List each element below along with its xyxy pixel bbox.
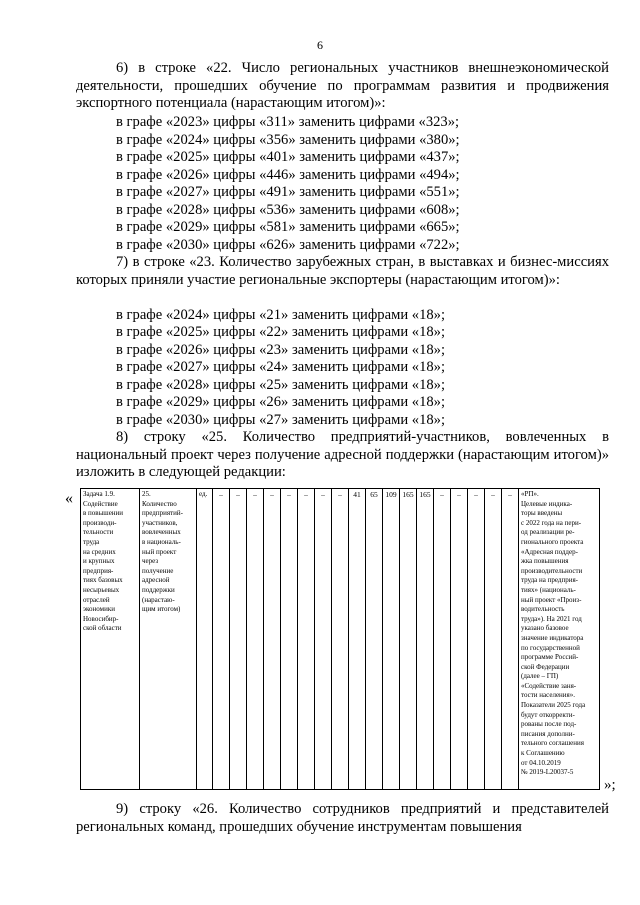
list-item: в графе «2026» цифры «23» заменить цифрами «18»; <box>116 342 446 358</box>
list-item: в графе «2023» цифры «311» заменить цифрами «323»; <box>116 114 460 130</box>
list-item: в графе «2024» цифры «21» заменить цифрами «18»; <box>116 307 446 323</box>
list-item: в графе «2028» цифры «536» заменить цифрами «608»; <box>116 202 460 218</box>
value-cell: 65 <box>366 489 383 790</box>
value-cell: – <box>264 489 281 790</box>
list-item: в графе «2024» цифры «356» заменить цифрами «380»; <box>116 132 460 148</box>
value-cell: – <box>434 489 451 790</box>
value-cell: – <box>451 489 468 790</box>
list-item: в графе «2025» цифры «22» заменить цифрами «18»; <box>116 324 446 340</box>
task-cell: Задача 1.9. Содействие в повышении производи- тельности труда на средних и крупных предприя- тиях базовых несырьевых отраслей экономики Новосибир- ской области <box>81 489 140 790</box>
paragraph-9: 9) строку «26. Количество сотрудников предприятий и представителей региональных команд, прошедших обучение инструментам повышения <box>76 801 609 835</box>
value-cell: – <box>315 489 332 790</box>
value-cell: 165 <box>400 489 417 790</box>
list-item: в графе «2027» цифры «491» заменить цифрами «551»; <box>116 184 460 200</box>
value-cell: – <box>247 489 264 790</box>
page-number: 6 <box>317 38 323 52</box>
value-cell: – <box>213 489 230 790</box>
closing-quote: »; <box>604 777 616 793</box>
paragraph-8: 8) строку «25. Количество предприятий-участников, вовлеченных в национальный проект через получение адресной поддержки (нарастающим итогом)» изложить в следующей редакции: <box>76 429 609 480</box>
list-item: в графе «2030» цифры «27» заменить цифрами «18»; <box>116 412 446 428</box>
list-item: в графе «2026» цифры «446» заменить цифрами «494»; <box>116 167 460 183</box>
value-cell: – <box>485 489 502 790</box>
list-item: в графе «2028» цифры «25» заменить цифрами «18»; <box>116 377 446 393</box>
list-item: в графе «2025» цифры «401» заменить цифрами «437»; <box>116 149 460 165</box>
value-cell: 109 <box>383 489 400 790</box>
paragraph-6: 6) в строке «22. Число региональных участников внешнеэкономической деятельности, прошедших обучение по программам развития и продвижения экспортного потенциала (нарастающим итогом)»: <box>76 60 609 111</box>
list-item: в графе «2029» цифры «26» заменить цифрами «18»; <box>116 394 446 410</box>
value-cell: – <box>502 489 519 790</box>
value-cell: 165 <box>417 489 434 790</box>
indicator-table <box>80 488 600 790</box>
value-cell: – <box>468 489 485 790</box>
indicator-cell: 25. Количество предприятий- участников, вовлеченных в националь- ный проект через получение адресной поддержки (нарастаю- щим итогом) <box>140 489 197 790</box>
list-item: в графе «2027» цифры «24» заменить цифрами «18»; <box>116 359 446 375</box>
table-row <box>81 489 600 790</box>
paragraph-7: 7) в строке «23. Количество зарубежных стран, в выставках и бизнес-миссиях которых приняли участие региональные экспортеры (нарастающим итогом)»: <box>76 254 609 288</box>
opening-quote: « <box>65 490 73 507</box>
value-cell: – <box>230 489 247 790</box>
value-cell: – <box>281 489 298 790</box>
list-item: в графе «2030» цифры «626» заменить цифрами «722»; <box>116 237 460 253</box>
value-cell: – <box>298 489 315 790</box>
list-item: в графе «2029» цифры «581» заменить цифрами «665»; <box>116 219 460 235</box>
value-cell: – <box>332 489 349 790</box>
value-cell: 41 <box>349 489 366 790</box>
unit-cell: ед. <box>197 489 213 790</box>
note-cell: «РП». Целевые индика- торы введены с 2022 года на пери- од реализации ре- гионального проекта «Адресная поддер- жка повышения производительности труда на предприя- тиях» (националь- ный проект «Произ- водительность труда»). На 2021 год указано базовое значение индикатора по государственной программе Россий- ской Федерации (далее – ГП) «Содействие заня- тости населения». Показатели 2025 года будут откорректи- рованы после под- писания дополни- тельного соглашения к Соглашению от 04.10.2019 № 2019-L20037-5 <box>519 489 600 790</box>
